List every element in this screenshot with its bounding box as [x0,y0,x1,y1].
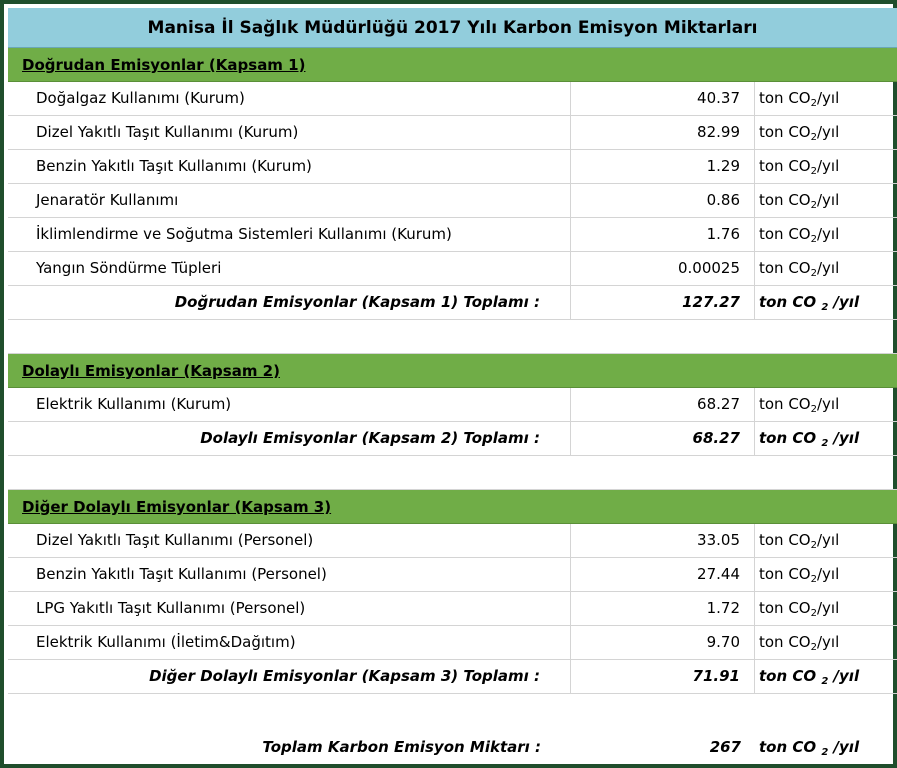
row-value: 1.76 [571,218,755,251]
grand-total-unit: ton CO $_2$ /yıl [759,738,860,758]
total-value: 127.27 [571,286,755,319]
table-row [8,252,897,286]
table-row [8,524,897,558]
row-name: LPG Yakıtlı Taşıt Kullanımı (Personel) [8,592,571,625]
row-name: Benzin Yakıtlı Taşıt Kullanımı (Personel) [8,558,571,591]
row-name: Elektrik Kullanımı (Kurum) [8,388,571,421]
row-unit: ton $CO_2$/yıl [759,259,840,279]
table-row [8,592,897,626]
total-label: Dolaylı Emisyonlar (Kapsam 2) Toplamı : [8,422,571,455]
grand-total-value: 267 [709,738,741,756]
row-unit: ton $CO_2$/yıl [759,157,840,177]
total-label: Doğrudan Emisyonlar (Kapsam 1) Toplamı : [8,286,571,319]
row-unit: ton $CO_2$/yıl [759,395,840,415]
row-name: Benzin Yakıtlı Taşıt Kullanımı (Kurum) [8,150,571,183]
row-name: Elektrik Kullanımı (İletim&Dağıtım) [8,626,571,659]
section-header-scope2 [8,354,897,388]
row-unit: ton $CO_2$/yıl [759,531,840,551]
row-name: Jenaratör Kullanımı [8,184,571,217]
table-row [8,184,897,218]
spacer-row [8,320,897,354]
row-unit: ton $CO_2$/yıl [759,599,840,619]
table-row [8,388,897,422]
row-unit: ton $CO_2$/yıl [759,565,840,585]
table-row [8,218,897,252]
table-row [8,116,897,150]
section-header-scope3 [8,490,897,524]
row-unit: ton $CO_2$/yıl [759,123,840,143]
row-value: 40.37 [571,82,755,115]
table-row [8,82,897,116]
total-unit: ton CO $_2$ /yıl [759,667,860,687]
table-row [8,150,897,184]
section-title: Doğrudan Emisyonlar (Kapsam 1) [22,56,306,74]
row-value: 82.99 [571,116,755,149]
row-value: 1.29 [571,150,755,183]
row-value: 0.86 [571,184,755,217]
row-value: 1.72 [571,592,755,625]
row-value: 0.00025 [571,252,755,285]
row-unit: ton $CO_2$/yıl [759,191,840,211]
row-value: 9.70 [571,626,755,659]
spacer-row [8,694,897,731]
total-label: Diğer Dolaylı Emisyonlar (Kapsam 3) Toplamı : [8,660,571,693]
grand-total-row [8,731,897,765]
table-title: Manisa İl Sağlık Müdürlüğü 2017 Yılı Karbon Emisyon Miktarları [8,8,897,48]
total-row-scope2 [8,422,897,456]
section-header-scope1 [8,48,897,82]
row-name: Doğalgaz Kullanımı (Kurum) [8,82,571,115]
total-row-scope3 [8,660,897,694]
section-title: Dolaylı Emisyonlar (Kapsam 2) [22,362,280,380]
total-value: 71.91 [571,660,755,693]
total-unit: ton CO $_2$ /yıl [759,293,860,313]
table-row [8,558,897,592]
row-unit: ton $CO_2$/yıl [759,225,840,245]
total-row-scope1 [8,286,897,320]
row-unit: ton $CO_2$/yıl [759,633,840,653]
spacer-row [8,456,897,490]
total-unit: ton CO $_2$ /yıl [759,429,860,449]
grand-total-label: Toplam Karbon Emisyon Miktarı : [262,738,541,756]
row-value: 27.44 [571,558,755,591]
row-value: 68.27 [571,388,755,421]
total-value: 68.27 [571,422,755,455]
row-value: 33.05 [571,524,755,557]
table-row [8,626,897,660]
row-name: İklimlendirme ve Soğutma Sistemleri Kullanımı (Kurum) [8,218,571,251]
row-unit: ton $CO_2$/yıl [759,89,840,109]
row-name: Dizel Yakıtlı Taşıt Kullanımı (Personel) [8,524,571,557]
section-title: Diğer Dolaylı Emisyonlar (Kapsam 3) [22,498,332,516]
row-name: Yangın Söndürme Tüpleri [8,252,571,285]
row-name: Dizel Yakıtlı Taşıt Kullanımı (Kurum) [8,116,571,149]
